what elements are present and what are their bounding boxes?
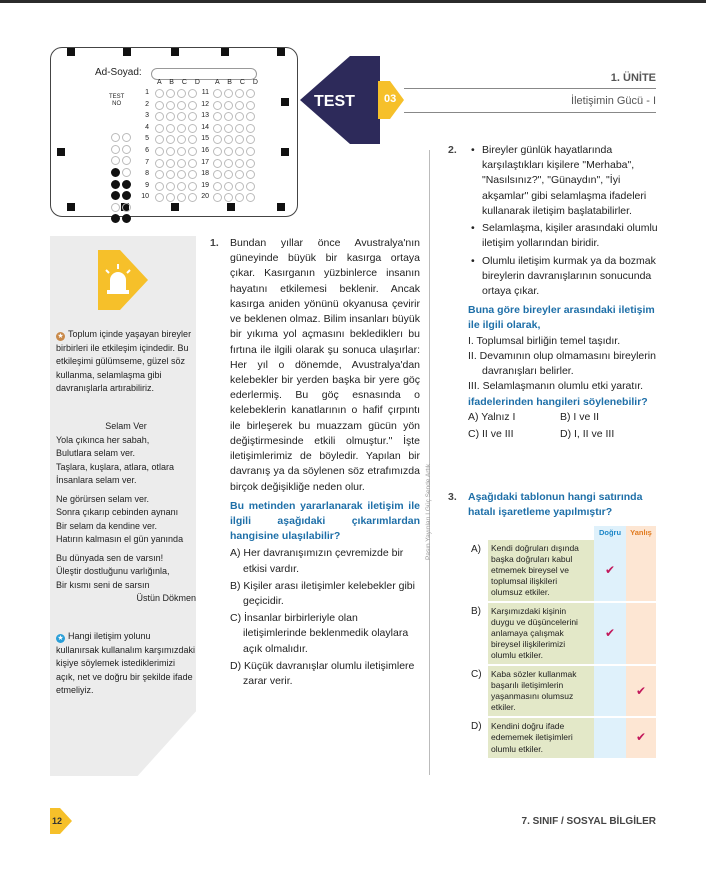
poem-line: Ne görürsen selam ver.: [56, 493, 150, 504]
true-mark: ✔: [594, 540, 626, 602]
star-badge-icon: ★: [57, 333, 64, 340]
row-number: 19: [201, 181, 209, 189]
options-header-right: A B C D: [215, 79, 261, 86]
divider: [404, 88, 656, 89]
answer-bubble[interactable]: [235, 89, 244, 98]
false-mark: [626, 602, 656, 665]
answer-bubble[interactable]: [213, 182, 222, 191]
answer-bubble[interactable]: [166, 89, 175, 98]
test-no-bubble[interactable]: [111, 180, 120, 189]
corner-mark: [277, 203, 285, 211]
page-number: 12: [52, 816, 63, 826]
poem-line: Taşlara, kuşlara, atlara, otlara: [56, 461, 175, 472]
true-mark: [594, 665, 626, 717]
answer-bubble[interactable]: [235, 159, 244, 168]
row-number: 10: [141, 193, 149, 201]
row-number: 14: [201, 123, 209, 131]
answer-bubble[interactable]: [177, 147, 186, 156]
row-number: 11: [201, 89, 209, 96]
bullet-item: • Olumlu iletişim kurmak ya da bozmak bireylerin davranışlarının sonucunda ortaya çıkar.: [468, 254, 658, 300]
table-row: [468, 602, 656, 665]
answer-bubble[interactable]: [224, 124, 233, 133]
poem-line: Bu dünyada sen de varsın!: [56, 552, 164, 563]
answer-bubble[interactable]: [224, 193, 233, 202]
answer-bubble[interactable]: [224, 135, 233, 144]
answer-bubble[interactable]: [235, 112, 244, 121]
poem-line: İnsanlara selam ver.: [56, 475, 137, 485]
test-no-bubble[interactable]: [122, 168, 131, 177]
question-text: Bundan yıllar önce Avustralya'nın güneyinde büyük bir kasırga ortaya çıkar. Kasırganın yüzbinlerce insanın hayatını etkilemesi beklenir. Ancak kasırga aniden yönünü okyanusa çevirir ve beklenen olmaz. Bilim insanları büyük bir yıkıma yol açmasını beklediklerı bu fırtına ile ilgili olarak şu sonuca ulaşırlar: Her yıl o dönemde, Avustralya'dan kelebekler bir yerden başka bir yere göç ederlermiş. Bu göç esnasında o kelebeklerin kanatlarının o hafif çırpıntı ile birleşerek bu muazzam gücün yön değiştirmesinde etkili olmuştur." İşte iletişimlerimiz de böyledir. Yapılan bir davranış ya da söylenen söz etrafımızda birçok değişikliğe neden olur.: [230, 237, 420, 493]
corner-mark: [277, 48, 285, 56]
answer-bubble[interactable]: [246, 101, 255, 110]
answer-option[interactable]: D) I, II ve III: [560, 427, 615, 440]
options-header-left: A B C D: [157, 79, 203, 86]
test-no-bubble[interactable]: [122, 203, 131, 212]
row-label: A): [468, 540, 488, 602]
test-no-bubble[interactable]: [111, 191, 120, 200]
row-number: 7: [145, 158, 149, 166]
test-no-bubble[interactable]: [111, 145, 120, 154]
corner-mark: [57, 148, 65, 156]
truth-table: [468, 526, 656, 760]
row-number: 5: [145, 135, 149, 143]
answer-bubble[interactable]: [246, 159, 255, 168]
answer-bubble[interactable]: [224, 147, 233, 156]
corner-mark: [171, 203, 179, 211]
poem-line: Yola çıkınca her sabah,: [56, 434, 150, 445]
answer-bubble[interactable]: [213, 159, 222, 168]
row-label: B): [468, 602, 488, 665]
answer-option[interactable]: C) İnsanlar birbirleriyle olan iletişimlerinde beklenmedik olaylara açık olmalıdır.: [230, 612, 409, 655]
corner-mark: [67, 48, 75, 56]
answer-bubble[interactable]: [166, 101, 175, 110]
answer-bubble[interactable]: [166, 147, 175, 156]
table-row: [468, 540, 656, 602]
test-no-bubble[interactable]: [111, 203, 120, 212]
poem-line: Sonra çıkarıp cebinden aynanı: [56, 507, 179, 517]
answer-bubble[interactable]: [155, 170, 164, 179]
answer-bubble[interactable]: [246, 89, 255, 98]
answer-choices: [468, 410, 658, 442]
answer-bubble[interactable]: [177, 112, 186, 121]
question-number: 2.: [448, 144, 457, 156]
answer-bubble[interactable]: [166, 135, 175, 144]
test-no-bubble[interactable]: [122, 145, 131, 154]
row-label: C): [468, 665, 488, 717]
test-no-bubble[interactable]: [122, 214, 131, 223]
test-no-bubble[interactable]: [122, 156, 131, 165]
corner-mark: [67, 203, 75, 211]
answer-bubble[interactable]: [224, 182, 233, 191]
answer-option[interactable]: D) Küçük davranışlar olumlu iletişimlere zarar verir.: [230, 659, 415, 688]
unit-label: 1. ÜNİTE: [610, 72, 656, 84]
row-number: 4: [145, 123, 149, 131]
row-number: 13: [201, 112, 209, 120]
answer-bubble[interactable]: [224, 159, 233, 168]
answer-bubble[interactable]: [235, 170, 244, 179]
test-no-bubble[interactable]: [111, 133, 120, 142]
row-number: 9: [145, 181, 149, 189]
row-number: 2: [145, 100, 149, 108]
corner-mark: [281, 98, 289, 106]
true-mark: ✔: [594, 602, 626, 665]
sidebar-intro: ★ Toplum içinde yaşayan bireyler birbirleri ile etkileşim içindedir. Bu etkileşimi gülümseme, güzel söz kullanma, selamlaşma gibi davranışlarla artırabiliriz.: [56, 329, 192, 393]
corner-mark: [281, 148, 289, 156]
answer-bubble[interactable]: [166, 124, 175, 133]
question-number: 3.: [448, 491, 457, 503]
row-number: 6: [145, 147, 149, 154]
row-number: 15: [201, 135, 209, 143]
poem-author: Üstün Dökmen: [136, 593, 196, 603]
question-prompt: Aşağıdaki tablonun hangi satırında hatalı işaretleme yapılmıştır?: [468, 491, 643, 519]
bullet-item: • Bireyler günlük hayatlarında karşılaştıkları kişilere "Merhaba", "Nasılsınız?", "Günaydın", "İyi akşamlar" gibi selamlaşma ifadeleri kullanarak iletişim başlatabilirler.: [468, 143, 658, 219]
publisher-vertical-text: Pasın Yayınları I Güç Sende Artık: [425, 463, 432, 560]
answer-option[interactable]: C) II ve III: [468, 427, 514, 440]
corner-mark: [123, 48, 131, 56]
answer-bubble[interactable]: [235, 193, 244, 202]
answer-bubble[interactable]: [246, 182, 255, 191]
answer-bubble[interactable]: [177, 193, 186, 202]
answer-bubble[interactable]: [177, 124, 186, 133]
question-2: [448, 143, 658, 442]
col-false-header: Yanlış: [626, 526, 656, 540]
question-1: [210, 236, 420, 689]
answer-bubble[interactable]: [235, 101, 244, 110]
answer-bubble[interactable]: [155, 159, 164, 168]
question-number: 1.: [210, 237, 219, 249]
test-no-bubble[interactable]: [111, 156, 120, 165]
false-mark: ✔: [626, 665, 656, 717]
answer-bubble[interactable]: [235, 135, 244, 144]
test-no-bubble[interactable]: [111, 168, 120, 177]
answer-bubble[interactable]: [235, 147, 244, 156]
answer-bubble[interactable]: [155, 147, 164, 156]
answer-bubble[interactable]: [246, 147, 255, 156]
row-number: 1: [145, 89, 149, 96]
row-statement: Kendini doğru ifade edememek iletişimleri olumlu etkiler.: [488, 717, 594, 758]
corner-mark: [227, 203, 235, 211]
poem: [56, 420, 196, 606]
sidebar-outro: ★ Hangi iletişim yolunu kullanırsak kullanalım karşımızdaki kişiye söylemek istediklerimizi açık, net ve doğru bir şekilde ifade etmeliyiz.: [56, 631, 196, 695]
answer-bubble[interactable]: [213, 135, 222, 144]
table-row: [468, 665, 656, 717]
answer-bubble[interactable]: [213, 124, 222, 133]
answer-bubble[interactable]: [213, 101, 222, 110]
question-3: [448, 490, 658, 520]
poem-line: Hatırın kalmasın el gün yanında: [56, 534, 184, 544]
answer-bubble[interactable]: [166, 170, 175, 179]
false-mark: ✔: [626, 717, 656, 758]
row-label: D): [468, 717, 488, 758]
corner-mark: [221, 48, 229, 56]
answer-bubble[interactable]: [155, 193, 164, 202]
test-no-bubble[interactable]: [111, 214, 120, 223]
answer-bubble[interactable]: [235, 182, 244, 191]
true-mark: [594, 717, 626, 758]
poem-line: Bulutlara selam ver.: [56, 448, 136, 458]
divider: [404, 112, 656, 113]
test-no-bubble[interactable]: [122, 180, 131, 189]
poem-title: Selam Ver: [105, 421, 147, 431]
course-label: 7. SINIF / SOSYAL BİLGİLER: [521, 816, 656, 827]
row-statement: Kendi doğruları dışında başka doğruları kabul etmemek bireysel ve toplumsal ilişkileri olumsuz etkiler.: [488, 540, 594, 602]
row-statement: Karşımızdaki kişinin duygu ve düşüncelerini anlamaya çalışmak bireysel ilişkilerimizi olumlu etkiler.: [488, 602, 594, 665]
row-number: 12: [201, 100, 209, 108]
star-badge-icon: ★: [57, 635, 64, 642]
answer-bubble[interactable]: [155, 124, 164, 133]
alarm-light-icon: [98, 250, 148, 310]
answer-bubble[interactable]: [166, 182, 175, 191]
answer-bubble[interactable]: [246, 193, 255, 202]
answer-bubble[interactable]: [213, 170, 222, 179]
unit-title: İletişimin Gücü - I: [571, 95, 656, 107]
answer-bubble[interactable]: [177, 159, 186, 168]
test-no-bubble[interactable]: [122, 191, 131, 200]
row-number: 8: [145, 170, 149, 178]
answer-bubble[interactable]: [224, 170, 233, 179]
test-no-label: TEST NO: [109, 94, 125, 108]
answer-bubble[interactable]: [177, 101, 186, 110]
poem-line: Bir selam da kendine ver.: [56, 520, 158, 531]
answer-bubble[interactable]: [177, 135, 186, 144]
answer-bubble[interactable]: [235, 124, 244, 133]
answer-bubble[interactable]: [224, 112, 233, 121]
statement: I. Toplumsal birliğin temel taşıdır.: [468, 334, 621, 347]
statement: II. Devamının olup olmamasını bireylerin davranışları belirler.: [468, 349, 656, 378]
question-prompt: Buna göre bireyler arasındaki iletişim ile ilgili olarak,: [468, 304, 655, 332]
answer-bubble[interactable]: [213, 89, 222, 98]
answer-bubble[interactable]: [224, 101, 233, 110]
answer-bubble[interactable]: [224, 89, 233, 98]
name-label: Ad-Soyad:: [95, 67, 142, 78]
test-no-bubble[interactable]: [122, 133, 131, 142]
row-number: 17: [201, 158, 209, 166]
column-divider: [429, 150, 430, 775]
answer-bubble[interactable]: [213, 112, 222, 121]
test-number: 03: [384, 93, 397, 105]
row-statement: Kaba sözler kullanmak başarılı iletişimlerin yaşanmasını olumsuz etkiler.: [488, 665, 594, 717]
answer-bubble[interactable]: [177, 182, 186, 191]
answer-bubble[interactable]: [246, 170, 255, 179]
answer-bubble[interactable]: [177, 89, 186, 98]
answer-bubble[interactable]: [166, 112, 175, 121]
answer-bubble[interactable]: [246, 135, 255, 144]
answer-bubble[interactable]: [155, 182, 164, 191]
row-number: 16: [201, 147, 209, 154]
answer-option[interactable]: A) Her davranışımızın çevremizde bir etkisi vardır.: [230, 547, 404, 575]
answer-option[interactable]: B) I ve II: [560, 410, 600, 423]
row-number: 20: [201, 193, 209, 201]
poem-line: Bir kısmı seni de sarsın: [56, 579, 150, 590]
bullet-item: • Selamlaşma, kişiler arasındaki olumlu iletişim yollarından biridir.: [468, 221, 658, 251]
answer-bubble[interactable]: [155, 135, 164, 144]
answer-sheet: [50, 47, 298, 217]
answer-bubble[interactable]: [246, 124, 255, 133]
question-ask: ifadelerinden hangileri söylenebilir?: [468, 395, 648, 408]
row-number: 18: [201, 170, 209, 178]
corner-mark: [171, 48, 179, 56]
top-rule: [0, 0, 706, 3]
table-row: [468, 717, 656, 758]
answer-bubble[interactable]: [246, 112, 255, 121]
question-prompt: Bu metinden yararlanarak iletişim ile ilgili aşağıdaki çıkarımlardan hangisine ulaşılabilir?: [230, 499, 420, 543]
answer-bubble[interactable]: [177, 170, 186, 179]
answer-bubble[interactable]: [213, 147, 222, 156]
answer-bubble[interactable]: [155, 89, 164, 98]
answer-bubble[interactable]: [155, 101, 164, 110]
answer-bubble[interactable]: [213, 193, 222, 202]
test-label: TEST: [314, 93, 355, 110]
answer-bubble[interactable]: [166, 159, 175, 168]
row-number: 3: [145, 112, 149, 120]
col-true-header: Doğru: [594, 526, 626, 540]
answer-bubble[interactable]: [155, 112, 164, 121]
false-mark: [626, 540, 656, 602]
answer-option[interactable]: B) Kişiler arası iletişimler kelebekler gibi geçicidir.: [230, 579, 415, 608]
statement: III. Selamlaşmanın olumlu etki yaratır.: [468, 380, 644, 393]
answer-bubble[interactable]: [166, 193, 175, 202]
answer-option[interactable]: A) Yalnız I: [468, 410, 516, 423]
poem-line: Üleştir dostluğunu varlığınla,: [56, 566, 170, 576]
